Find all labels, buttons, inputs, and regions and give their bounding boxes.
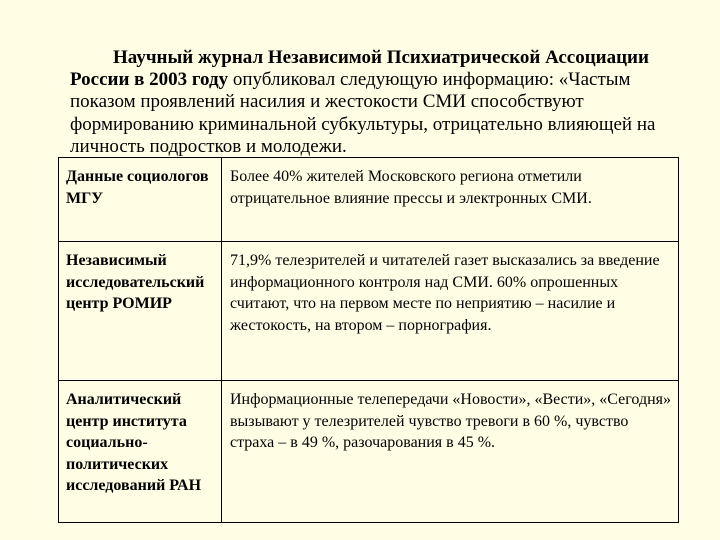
table-row: [59, 158, 679, 242]
finding-cell: Информационные телепередачи «Новости», «Вести», «Сегодня» вызывают у телезрителей чувство тревоги в 60 %, чувство страха – в 49 %, разочарования в 45 %.: [222, 381, 679, 523]
finding-cell: Более 40% жителей Московского региона отметили отрицательное влияние прессы и электронных СМИ.: [222, 158, 679, 242]
table-row: [59, 381, 679, 523]
table-row: [59, 242, 679, 381]
source-cell: Независимый исследовательский центр РОМИР: [59, 242, 222, 381]
source-cell: Данные социологов МГУ: [59, 158, 222, 242]
survey-table: [58, 157, 679, 523]
intro-rest: опубликовал следующую информацию: «Частым показом проявлений насилия и жестокости СМИ способствуют формированию криминальной субкультуры, отрицательно влияющей на личность подростков и молодежи.: [70, 69, 656, 157]
intro-paragraph: [70, 47, 695, 158]
source-cell: Аналитический центр института социально-политических исследований РАН: [59, 381, 222, 523]
intro-lead: Научный журнал Независимой Психиатрической Ассоциации России в 2003 году: [70, 47, 649, 91]
finding-cell: 71,9% телезрителей и читателей газет высказались за введение информационного контроля над СМИ. 60% опрошенных считают, что на первом месте по неприятию – насилие и жестокость, на втором – порнография.: [222, 242, 679, 381]
